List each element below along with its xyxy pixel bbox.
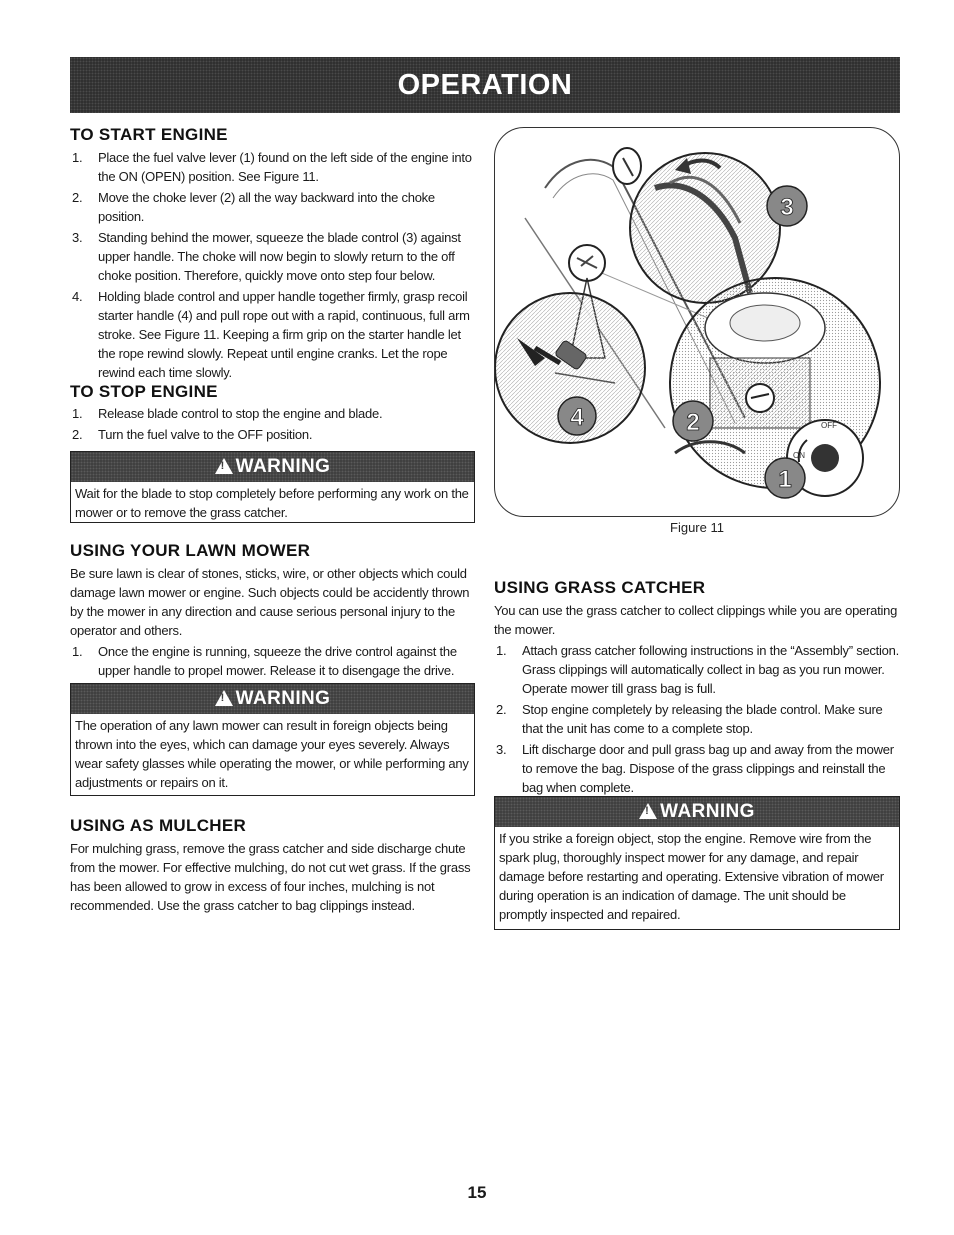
svg-text:3: 3 (780, 194, 794, 221)
step-text: Once the engine is running, squeeze the drive control against the upper handle to propel mower. Release it to disengage the drive. (98, 644, 457, 678)
step-number: 1. (496, 643, 507, 658)
step-text: Stop engine completely by releasing the blade control. Make sure that the unit has come to a complete stop. (522, 702, 883, 736)
step-text: Release blade control to stop the engine and blade. (98, 406, 383, 421)
warning-header (71, 452, 474, 482)
list-item (70, 404, 475, 423)
section-banner (70, 57, 900, 113)
step-text: Move the choke lever (2) all the way backward into the choke position. (98, 190, 435, 224)
mulcher-section (70, 816, 475, 915)
list-item (70, 425, 475, 444)
step-number: 2. (72, 190, 83, 205)
callout-3 (767, 186, 807, 226)
lawn-mower-steps (70, 642, 475, 680)
list-item (70, 642, 475, 680)
step-number: 2. (496, 702, 507, 717)
page-number: 15 (467, 1183, 487, 1202)
mower-engine-illustration (495, 128, 900, 517)
grass-catcher-steps (494, 641, 900, 797)
grass-catcher-heading: USING GRASS CATCHER (494, 578, 706, 597)
list-item (494, 740, 900, 797)
list-item (70, 228, 475, 285)
grass-catcher-intro: You can use the grass catcher to collect clippings while you are operating the mower. (494, 603, 898, 637)
warning-box-foreign-object (494, 796, 900, 930)
warning-triangle-icon (215, 458, 233, 474)
warning-header (495, 797, 899, 827)
step-number: 1. (72, 406, 83, 421)
list-item (494, 700, 900, 738)
warning-text: Wait for the blade to stop completely before performing any work on the mower or to remove the grass catcher. (75, 486, 469, 520)
svg-text:2: 2 (686, 409, 700, 436)
list-item (494, 641, 900, 698)
step-number: 3. (72, 230, 83, 245)
step-number: 1. (72, 644, 83, 659)
stop-engine-steps (70, 404, 475, 444)
lawn-mower-heading: USING YOUR LAWN MOWER (70, 541, 311, 560)
section-title: OPERATION (397, 68, 573, 101)
list-item (70, 287, 475, 382)
step-text: Lift discharge door and pull grass bag up and away from the mower to remove the bag. Dispose of the grass clippings and reinstall the bag when complete. (522, 742, 894, 795)
figure-caption: Figure 11 (670, 520, 724, 535)
lawn-mower-section (70, 541, 475, 682)
step-number: 4. (72, 289, 83, 304)
step-number: 2. (72, 427, 83, 442)
list-item (70, 148, 475, 186)
list-item (70, 188, 475, 226)
warning-box-blade (70, 451, 475, 523)
callout-1 (765, 458, 805, 498)
stop-engine-section (70, 382, 475, 446)
stop-engine-heading: TO STOP ENGINE (70, 382, 218, 401)
fuel-dial-off-label: OFF (821, 421, 837, 430)
callout-2 (673, 401, 713, 441)
start-engine-section (70, 125, 475, 384)
svg-text:4: 4 (570, 404, 584, 431)
warning-label: WARNING (660, 801, 755, 822)
svg-text:1: 1 (778, 466, 792, 493)
fuel-dial-on-label: ON (793, 451, 805, 460)
callout-4 (558, 397, 596, 435)
grass-catcher-section (494, 578, 900, 799)
warning-header (71, 684, 474, 714)
warning-box-eyes (70, 683, 475, 796)
start-engine-steps (70, 148, 475, 382)
step-text: Holding blade control and upper handle together firmly, grasp recoil starter handle (4) and pull rope out with a rapid, continuous, full arm stroke. See Figure 11. Keeping a firm grip on the starter handle let the rope rewind slowly. Repeat until engine cranks. Let the rope rewind each time slowly. (98, 289, 470, 380)
warning-text: If you strike a foreign object, stop the engine. Remove wire from the spark plug, thoroughly inspect mower for any damage, and repair damage before restarting and operating. Extensive vibration of mower during operation is an indication of damage. The unit should be promptly inspected and repaired. (499, 831, 884, 922)
step-text: Standing behind the mower, squeeze the blade control (3) against upper handle. The choke will now begin to slowly return to the off choke position. Therefore, quickly move onto step four below. (98, 230, 461, 283)
step-text: Place the fuel valve lever (1) found on the left side of the engine into the ON (OPEN) position. See Figure 11. (98, 150, 472, 184)
warning-triangle-icon (639, 803, 657, 819)
step-number: 3. (496, 742, 507, 757)
figure-11-illustration (494, 127, 900, 517)
step-text: Turn the fuel valve to the OFF position. (98, 427, 313, 442)
warning-text: The operation of any lawn mower can result in foreign objects being thrown into the eyes, which can damage your eyes severely. Always wear safety glasses while operating the mower, or while performing any adjustments or repairs on it. (75, 718, 469, 790)
warning-label: WARNING (235, 688, 331, 709)
warning-triangle-icon (215, 690, 233, 706)
start-engine-heading: TO START ENGINE (70, 125, 228, 144)
mulcher-heading: USING AS MULCHER (70, 816, 247, 835)
warning-label: WARNING (235, 456, 331, 477)
lawn-mower-intro: Be sure lawn is clear of stones, sticks, wire, or other objects which could damage lawn mower or engine. Such objects could be accidently thrown by the mower in any direction and cause serious personal injury to the operator and others. (70, 566, 470, 638)
mulcher-text: For mulching grass, remove the grass catcher and side discharge chute from the mower. For effective mulching, do not cut wet grass. If the grass has been allowed to grow in excess of four inches, mulching is not recommended. Use the grass catcher to bag clippings instead. (70, 841, 471, 913)
step-number: 1. (72, 150, 83, 165)
step-text: Attach grass catcher following instructions in the “Assembly” section. Grass clippings will automatically collect in bag as you run mower. Operate mower till grass bag is full. (522, 643, 900, 696)
